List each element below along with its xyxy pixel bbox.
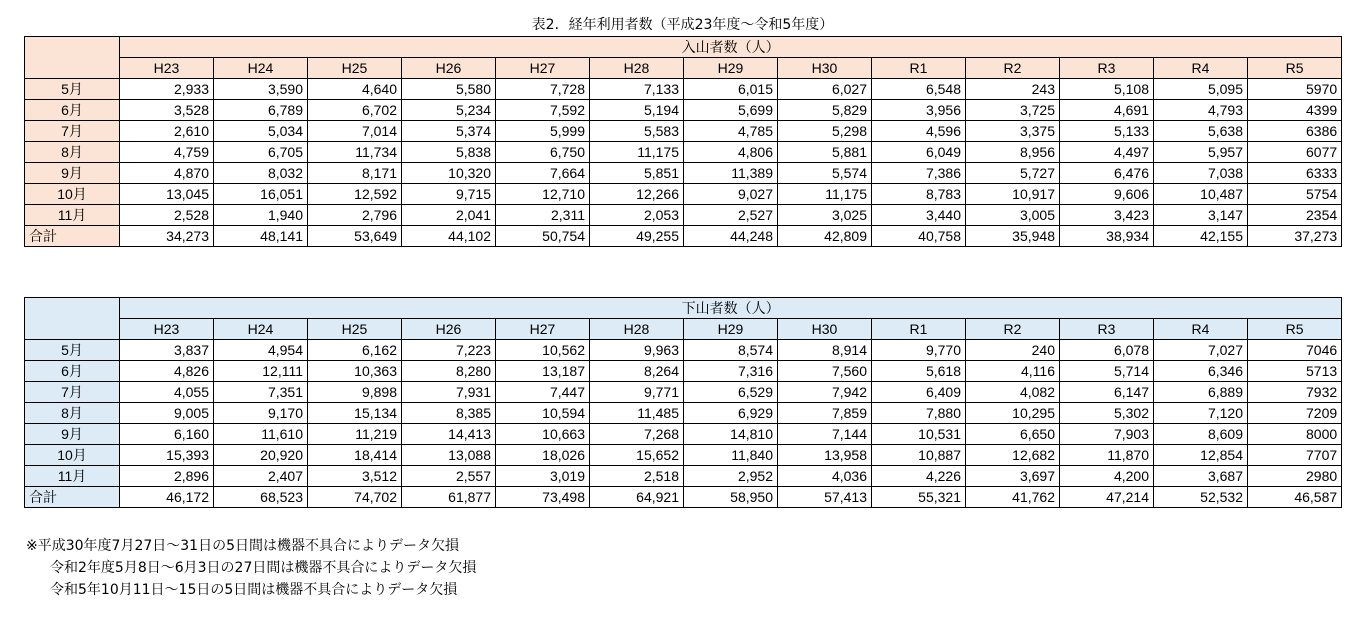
value-cell: 6,027 [778, 79, 872, 100]
table-row [25, 100, 1342, 121]
value-cell: 11,389 [684, 163, 778, 184]
value-cell: 7,144 [778, 424, 872, 445]
month-label: 10月 [25, 445, 120, 466]
value-cell: 2980 [1248, 466, 1342, 487]
value-cell: 5,583 [590, 121, 684, 142]
value-cell: 9,771 [590, 382, 684, 403]
value-cell: 5,302 [1060, 403, 1154, 424]
value-cell: 10,917 [966, 184, 1060, 205]
value-cell: 9,027 [684, 184, 778, 205]
value-cell: 9,715 [402, 184, 496, 205]
value-cell: 7,859 [778, 403, 872, 424]
value-cell: 11,219 [308, 424, 402, 445]
value-cell: 5,999 [496, 121, 590, 142]
value-cell: 5,580 [402, 79, 496, 100]
value-cell: 4,226 [872, 466, 966, 487]
value-cell: 7,038 [1154, 163, 1248, 184]
year-header: H30 [778, 319, 872, 340]
value-cell: 7,728 [496, 79, 590, 100]
value-cell: 8000 [1248, 424, 1342, 445]
value-cell: 6,078 [1060, 340, 1154, 361]
table-row [25, 121, 1342, 142]
value-cell: 243 [966, 79, 1060, 100]
year-header-row [25, 319, 1342, 340]
total-cell: 46,172 [120, 487, 214, 508]
value-cell: 6,702 [308, 100, 402, 121]
value-cell: 11,175 [590, 142, 684, 163]
value-cell: 4,036 [778, 466, 872, 487]
value-cell: 2,053 [590, 205, 684, 226]
value-cell: 5,108 [1060, 79, 1154, 100]
value-cell: 9,170 [214, 403, 308, 424]
value-cell: 13,187 [496, 361, 590, 382]
value-cell: 5,095 [1154, 79, 1248, 100]
total-cell: 47,214 [1060, 487, 1154, 508]
value-cell: 8,264 [590, 361, 684, 382]
month-label: 6月 [25, 100, 120, 121]
caption-row [25, 37, 1342, 58]
value-cell: 6,160 [120, 424, 214, 445]
value-cell: 4,497 [1060, 142, 1154, 163]
total-cell: 58,950 [684, 487, 778, 508]
value-cell: 18,026 [496, 445, 590, 466]
year-header: R2 [966, 319, 1060, 340]
value-cell: 7,014 [308, 121, 402, 142]
value-cell: 11,734 [308, 142, 402, 163]
value-cell: 4,785 [684, 121, 778, 142]
value-cell: 3,019 [496, 466, 590, 487]
year-header: R4 [1154, 319, 1248, 340]
value-cell: 7,942 [778, 382, 872, 403]
value-cell: 12,854 [1154, 445, 1248, 466]
total-cell: 52,532 [1154, 487, 1248, 508]
value-cell: 2,796 [308, 205, 402, 226]
total-cell: 68,523 [214, 487, 308, 508]
value-cell: 7,560 [778, 361, 872, 382]
year-header: R5 [1248, 58, 1342, 79]
value-cell: 7707 [1248, 445, 1342, 466]
value-cell: 5,714 [1060, 361, 1154, 382]
value-cell: 3,005 [966, 205, 1060, 226]
year-header: H27 [496, 319, 590, 340]
value-cell: 3,956 [872, 100, 966, 121]
value-cell: 10,594 [496, 403, 590, 424]
value-cell: 3,423 [1060, 205, 1154, 226]
value-cell: 10,295 [966, 403, 1060, 424]
value-cell: 2,311 [496, 205, 590, 226]
footnote: 令和2年度5月8日～6月3日の27日間は機器不具合によりデータ欠損 [50, 560, 477, 576]
table-row [25, 205, 1342, 226]
value-cell: 13,958 [778, 445, 872, 466]
value-cell: 13,045 [120, 184, 214, 205]
month-label: 8月 [25, 142, 120, 163]
year-header: H25 [308, 319, 402, 340]
value-cell: 7,447 [496, 382, 590, 403]
year-header: H23 [120, 319, 214, 340]
year-header-row [25, 58, 1342, 79]
table-row [25, 445, 1342, 466]
value-cell: 4,806 [684, 142, 778, 163]
total-cell: 74,702 [308, 487, 402, 508]
value-cell: 5,298 [778, 121, 872, 142]
value-cell: 7,664 [496, 163, 590, 184]
table-row [25, 142, 1342, 163]
value-cell: 7,931 [402, 382, 496, 403]
value-cell: 15,134 [308, 403, 402, 424]
corner-cell [25, 298, 120, 340]
value-cell: 10,663 [496, 424, 590, 445]
value-cell: 2,527 [684, 205, 778, 226]
value-cell: 6,889 [1154, 382, 1248, 403]
value-cell: 3,528 [120, 100, 214, 121]
value-cell: 7932 [1248, 382, 1342, 403]
value-cell: 6,147 [1060, 382, 1154, 403]
value-cell: 6,049 [872, 142, 966, 163]
total-cell: 44,248 [684, 226, 778, 247]
value-cell: 10,562 [496, 340, 590, 361]
table-row [25, 403, 1342, 424]
value-cell: 8,956 [966, 142, 1060, 163]
value-cell: 9,606 [1060, 184, 1154, 205]
value-cell: 4,759 [120, 142, 214, 163]
value-cell: 16,051 [214, 184, 308, 205]
exit-count-table [24, 297, 1342, 508]
total-cell: 41,762 [966, 487, 1060, 508]
month-label: 9月 [25, 424, 120, 445]
value-cell: 10,487 [1154, 184, 1248, 205]
value-cell: 3,147 [1154, 205, 1248, 226]
year-header: H29 [684, 58, 778, 79]
value-cell: 18,414 [308, 445, 402, 466]
value-cell: 13,088 [402, 445, 496, 466]
total-cell: 49,255 [590, 226, 684, 247]
year-header: H28 [590, 319, 684, 340]
month-label: 5月 [25, 79, 120, 100]
total-cell: 42,809 [778, 226, 872, 247]
value-cell: 15,652 [590, 445, 684, 466]
value-cell: 5,574 [778, 163, 872, 184]
year-header: R1 [872, 58, 966, 79]
footnote: 令和5年10月11日～15日の5日間は機器不具合によりデータ欠損 [50, 582, 458, 598]
value-cell: 2,952 [684, 466, 778, 487]
value-cell: 4,954 [214, 340, 308, 361]
table-row [25, 340, 1342, 361]
value-cell: 9,005 [120, 403, 214, 424]
value-cell: 7,903 [1060, 424, 1154, 445]
value-cell: 6,346 [1154, 361, 1248, 382]
value-cell: 5,194 [590, 100, 684, 121]
value-cell: 4,082 [966, 382, 1060, 403]
value-cell: 14,413 [402, 424, 496, 445]
year-header: R1 [872, 319, 966, 340]
value-cell: 5,034 [214, 121, 308, 142]
total-row [25, 226, 1342, 247]
value-cell: 10,531 [872, 424, 966, 445]
total-cell: 46,587 [1248, 487, 1342, 508]
value-cell: 6,650 [966, 424, 1060, 445]
year-header: H28 [590, 58, 684, 79]
value-cell: 7,880 [872, 403, 966, 424]
table-row [25, 79, 1342, 100]
value-cell: 3,687 [1154, 466, 1248, 487]
value-cell: 6386 [1248, 121, 1342, 142]
value-cell: 7,351 [214, 382, 308, 403]
value-cell: 8,171 [308, 163, 402, 184]
month-label: 5月 [25, 340, 120, 361]
total-cell: 48,141 [214, 226, 308, 247]
year-header: R3 [1060, 319, 1154, 340]
year-header: H25 [308, 58, 402, 79]
value-cell: 20,920 [214, 445, 308, 466]
value-cell: 4,116 [966, 361, 1060, 382]
value-cell: 7,386 [872, 163, 966, 184]
year-header: H24 [214, 319, 308, 340]
value-cell: 5970 [1248, 79, 1342, 100]
total-cell: 61,877 [402, 487, 496, 508]
value-cell: 9,770 [872, 340, 966, 361]
value-cell: 6,789 [214, 100, 308, 121]
year-header: H29 [684, 319, 778, 340]
value-cell: 5,881 [778, 142, 872, 163]
total-label: 合計 [25, 487, 120, 508]
page-title: 表2．経年利用者数（平成23年度～令和5年度） [531, 17, 834, 33]
value-cell: 8,783 [872, 184, 966, 205]
total-cell: 37,273 [1248, 226, 1342, 247]
month-label: 10月 [25, 184, 120, 205]
value-cell: 240 [966, 340, 1060, 361]
month-label: 8月 [25, 403, 120, 424]
total-row [25, 487, 1342, 508]
total-cell: 57,413 [778, 487, 872, 508]
year-header: R5 [1248, 319, 1342, 340]
value-cell: 6,015 [684, 79, 778, 100]
month-label: 11月 [25, 466, 120, 487]
total-cell: 44,102 [402, 226, 496, 247]
caption-row [25, 298, 1342, 319]
value-cell: 5,829 [778, 100, 872, 121]
total-label: 合計 [25, 226, 120, 247]
value-cell: 5,727 [966, 163, 1060, 184]
table-row [25, 466, 1342, 487]
value-cell: 2,407 [214, 466, 308, 487]
value-cell: 5,618 [872, 361, 966, 382]
total-cell: 73,498 [496, 487, 590, 508]
value-cell: 8,385 [402, 403, 496, 424]
year-header: R4 [1154, 58, 1248, 79]
month-label: 9月 [25, 163, 120, 184]
table-caption: 入山者数（人） [120, 37, 1342, 58]
total-cell: 64,921 [590, 487, 684, 508]
value-cell: 2,041 [402, 205, 496, 226]
value-cell: 7,268 [590, 424, 684, 445]
year-header: H30 [778, 58, 872, 79]
year-header: H26 [402, 319, 496, 340]
value-cell: 8,280 [402, 361, 496, 382]
value-cell: 12,592 [308, 184, 402, 205]
value-cell: 7,120 [1154, 403, 1248, 424]
value-cell: 6,476 [1060, 163, 1154, 184]
entry-count-table [24, 36, 1342, 247]
value-cell: 10,320 [402, 163, 496, 184]
value-cell: 9,898 [308, 382, 402, 403]
value-cell: 14,810 [684, 424, 778, 445]
value-cell: 4,200 [1060, 466, 1154, 487]
value-cell: 4,055 [120, 382, 214, 403]
value-cell: 5,133 [1060, 121, 1154, 142]
value-cell: 2,528 [120, 205, 214, 226]
table-row [25, 382, 1342, 403]
value-cell: 6,750 [496, 142, 590, 163]
month-label: 11月 [25, 205, 120, 226]
footnote: ※平成30年度7月27日～31日の5日間は機器不具合によりデータ欠損 [26, 538, 459, 554]
month-label: 7月 [25, 121, 120, 142]
value-cell: 12,682 [966, 445, 1060, 466]
value-cell: 3,837 [120, 340, 214, 361]
value-cell: 8,032 [214, 163, 308, 184]
value-cell: 12,266 [590, 184, 684, 205]
value-cell: 6333 [1248, 163, 1342, 184]
value-cell: 2,557 [402, 466, 496, 487]
table-row [25, 424, 1342, 445]
value-cell: 9,963 [590, 340, 684, 361]
value-cell: 5,374 [402, 121, 496, 142]
value-cell: 7046 [1248, 340, 1342, 361]
value-cell: 10,363 [308, 361, 402, 382]
value-cell: 4399 [1248, 100, 1342, 121]
value-cell: 5,957 [1154, 142, 1248, 163]
month-label: 6月 [25, 361, 120, 382]
value-cell: 2,610 [120, 121, 214, 142]
value-cell: 3,590 [214, 79, 308, 100]
value-cell: 4,596 [872, 121, 966, 142]
value-cell: 10,887 [872, 445, 966, 466]
value-cell: 4,640 [308, 79, 402, 100]
value-cell: 5,234 [402, 100, 496, 121]
value-cell: 6077 [1248, 142, 1342, 163]
total-cell: 53,649 [308, 226, 402, 247]
total-cell: 50,754 [496, 226, 590, 247]
year-header: R2 [966, 58, 1060, 79]
total-cell: 34,273 [120, 226, 214, 247]
year-header: H23 [120, 58, 214, 79]
value-cell: 2,933 [120, 79, 214, 100]
year-header: H27 [496, 58, 590, 79]
value-cell: 5,851 [590, 163, 684, 184]
value-cell: 2,518 [590, 466, 684, 487]
month-label: 7月 [25, 382, 120, 403]
value-cell: 2,896 [120, 466, 214, 487]
value-cell: 6,529 [684, 382, 778, 403]
corner-cell [25, 37, 120, 79]
value-cell: 8,914 [778, 340, 872, 361]
value-cell: 15,393 [120, 445, 214, 466]
value-cell: 3,725 [966, 100, 1060, 121]
value-cell: 6,162 [308, 340, 402, 361]
value-cell: 5754 [1248, 184, 1342, 205]
value-cell: 7209 [1248, 403, 1342, 424]
value-cell: 3,512 [308, 466, 402, 487]
value-cell: 5713 [1248, 361, 1342, 382]
value-cell: 2354 [1248, 205, 1342, 226]
value-cell: 6,409 [872, 382, 966, 403]
value-cell: 7,592 [496, 100, 590, 121]
table-row [25, 184, 1342, 205]
value-cell: 12,710 [496, 184, 590, 205]
total-cell: 38,934 [1060, 226, 1154, 247]
total-cell: 42,155 [1154, 226, 1248, 247]
value-cell: 3,375 [966, 121, 1060, 142]
value-cell: 3,697 [966, 466, 1060, 487]
value-cell: 4,870 [120, 163, 214, 184]
value-cell: 7,027 [1154, 340, 1248, 361]
footnotes [26, 535, 476, 601]
value-cell: 7,133 [590, 79, 684, 100]
value-cell: 5,838 [402, 142, 496, 163]
value-cell: 5,638 [1154, 121, 1248, 142]
value-cell: 4,793 [1154, 100, 1248, 121]
year-header: R3 [1060, 58, 1154, 79]
value-cell: 11,610 [214, 424, 308, 445]
value-cell: 11,485 [590, 403, 684, 424]
year-header: H26 [402, 58, 496, 79]
total-cell: 55,321 [872, 487, 966, 508]
value-cell: 6,705 [214, 142, 308, 163]
year-header: H24 [214, 58, 308, 79]
value-cell: 3,440 [872, 205, 966, 226]
value-cell: 8,574 [684, 340, 778, 361]
value-cell: 11,870 [1060, 445, 1154, 466]
total-cell: 40,758 [872, 226, 966, 247]
value-cell: 3,025 [778, 205, 872, 226]
value-cell: 5,699 [684, 100, 778, 121]
value-cell: 6,548 [872, 79, 966, 100]
table-caption: 下山者数（人） [120, 298, 1342, 319]
value-cell: 7,223 [402, 340, 496, 361]
value-cell: 11,840 [684, 445, 778, 466]
value-cell: 4,691 [1060, 100, 1154, 121]
value-cell: 7,316 [684, 361, 778, 382]
total-cell: 35,948 [966, 226, 1060, 247]
value-cell: 8,609 [1154, 424, 1248, 445]
value-cell: 12,111 [214, 361, 308, 382]
value-cell: 11,175 [778, 184, 872, 205]
value-cell: 4,826 [120, 361, 214, 382]
value-cell: 6,929 [684, 403, 778, 424]
table-row [25, 163, 1342, 184]
value-cell: 1,940 [214, 205, 308, 226]
table-row [25, 361, 1342, 382]
